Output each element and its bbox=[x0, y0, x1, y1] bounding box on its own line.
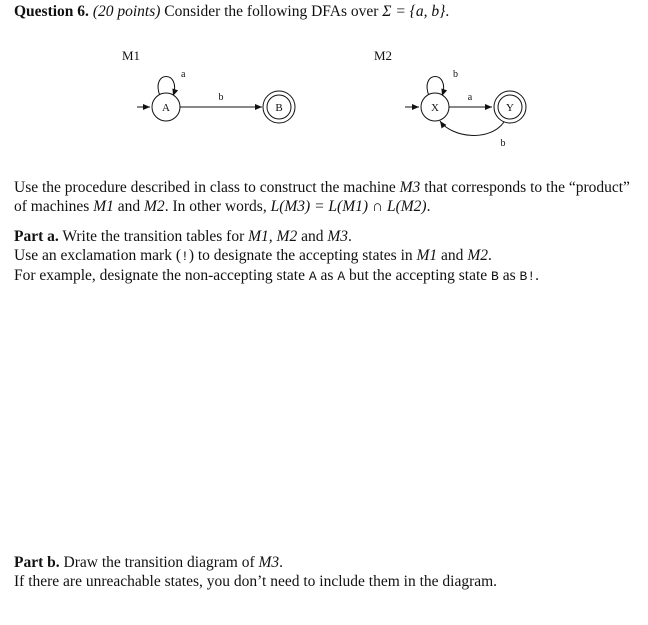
part-b-heading: Part b. bbox=[14, 554, 60, 571]
part-a-and: and bbox=[301, 228, 324, 245]
part-a-text-2c: and bbox=[441, 247, 464, 264]
part-b bbox=[14, 553, 497, 591]
p1-m2: M2 bbox=[144, 198, 165, 215]
m2-edge-y-x bbox=[440, 121, 504, 135]
p1-text-4: . In other words, bbox=[164, 198, 267, 215]
part-a-text-3c: but the accepting state bbox=[349, 267, 488, 284]
p1-text-1: Use the procedure described in class to construct the machine bbox=[14, 179, 396, 196]
part-a-text-2b: ) to designate the accepting states in bbox=[188, 247, 413, 264]
part-b-text-2: If there are unreachable states, you don’t need to include them in the diagram. bbox=[14, 573, 498, 590]
p1-formula: L(M3) = L(M1) ∩ L(M2) bbox=[270, 198, 427, 215]
m1-label: M1 bbox=[122, 48, 141, 63]
p1-m1: M1 bbox=[93, 198, 114, 215]
part-a-m1: M1 bbox=[416, 247, 438, 264]
m2-edge-x-y-symbol: a bbox=[467, 92, 473, 103]
alphabet: Σ = {a, b} bbox=[382, 3, 446, 20]
part-a-state-b: B bbox=[491, 269, 499, 284]
p1-end: . bbox=[426, 198, 431, 215]
m1-state-a-label: A bbox=[162, 102, 170, 114]
m1-edge-a-b-symbol: b bbox=[218, 92, 224, 103]
part-a-text-1: Write the transition tables for bbox=[62, 228, 245, 245]
m1-state-b-label: B bbox=[275, 102, 283, 114]
part-a-m3: M3 bbox=[327, 228, 349, 245]
question-intro: Consider the following DFAs over bbox=[164, 3, 379, 20]
part-a-m2: M2 bbox=[467, 247, 488, 264]
part-b-end-1: . bbox=[279, 554, 284, 571]
m2-state-y-label: Y bbox=[506, 102, 514, 114]
m2-loop-x-symbol: b bbox=[453, 69, 458, 80]
part-a-tables: M1, M2 bbox=[248, 228, 298, 245]
title-period: . bbox=[445, 3, 450, 20]
part-a-state-a: A bbox=[308, 269, 317, 284]
part-a-end-1: . bbox=[348, 228, 352, 245]
part-b-m3: M3 bbox=[258, 554, 280, 571]
m2-state-x-label: X bbox=[431, 102, 439, 114]
p1-text-2: that corresponds to the “product” bbox=[424, 179, 630, 196]
part-a-excl: ! bbox=[181, 249, 189, 264]
m2-label: M2 bbox=[374, 48, 393, 63]
intro-paragraph bbox=[14, 178, 630, 216]
part-a bbox=[14, 227, 539, 286]
p1-and: and bbox=[117, 198, 141, 215]
p1-m3: M3 bbox=[399, 179, 421, 196]
part-a-text-3b: as bbox=[320, 267, 334, 284]
question-label: Question 6. bbox=[14, 3, 89, 20]
part-b-text-1: Draw the transition diagram of bbox=[63, 554, 255, 571]
part-a-end-2: . bbox=[487, 247, 492, 264]
question-points: (20 points) bbox=[92, 3, 161, 20]
part-a-text-3a: For example, designate the non-accepting state bbox=[14, 267, 305, 284]
part-a-heading: Part a. bbox=[14, 228, 59, 245]
p1-text-3: of machines bbox=[14, 198, 90, 215]
part-a-text-2a: Use an exclamation mark ( bbox=[14, 247, 181, 264]
dfa-m1-diagram bbox=[0, 0, 648, 170]
part-a-state-b-accepting: B! bbox=[519, 269, 536, 284]
m2-edge-y-x-symbol: b bbox=[500, 138, 506, 149]
part-a-end-3: . bbox=[535, 267, 539, 284]
m1-loop-a-symbol: a bbox=[181, 69, 186, 80]
part-a-state-a-repeat: A bbox=[337, 269, 346, 284]
part-a-text-3d: as bbox=[502, 267, 516, 284]
